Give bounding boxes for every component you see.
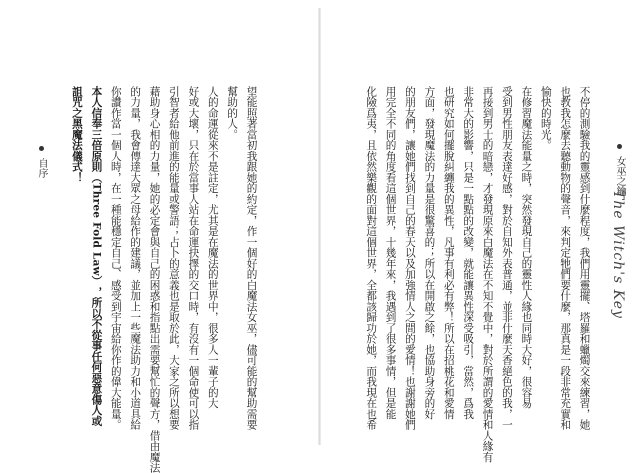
text-column: 也教我怎麼去聽動物的聲音，來判定牠們要什麼，那真是一段非常充實和 xyxy=(559,86,572,430)
text-column: 方面，發現魔法的力量是很驚喜的；所以在開啟之餘，也協助身旁的好 xyxy=(423,86,436,420)
text-column: 幫助的人。 xyxy=(226,86,239,140)
text-column: 也研究如何擺脫糾纏我的異性，凡事有利必有弊！所以在招桃花和愛情 xyxy=(442,86,455,420)
text-column: 受到男性朋友表達好感，對於自知外表普通，並非什麼天香絕色的我，一 xyxy=(500,86,513,430)
text-column: 的朋友們，讓她們找到自己的春天以及加強情人之間的愛情！也謝謝她們 xyxy=(403,86,416,430)
text-column: 藉助身心相的力量，她的必定會與自己的困惑和指點出需要幫忙的聲方，借由魔法 xyxy=(148,86,161,473)
running-head-left xyxy=(29,146,49,178)
text-column: 愉快的時光。 xyxy=(539,86,552,151)
text-column: 用完全不同的角度看這個世界，十幾年來，我遇到了很多事情，但是能 xyxy=(384,86,397,420)
text-column: 再接到男士的暗戀，才發現原來白魔法在不知不覺中，對於所謂的愛情和人緣有 xyxy=(481,86,494,463)
text-column: 不停的測驗我的靈感到什麼程度，我們用靈擺、塔羅和蠟燭交來練習，她 xyxy=(578,86,591,430)
text-column: 你讚作當一個人時，在一種能穩定自己、感受到宇宙給你作的偉大能量。 xyxy=(109,86,122,430)
right-page xyxy=(320,0,640,463)
bullet-icon xyxy=(39,146,44,151)
text-column: 詛咒之黑魔法儀式！ xyxy=(70,86,83,183)
text-column: 望能照著當初我跟她的約定，作一個好的白魔法女巫，儘可能的幫助需要 xyxy=(245,86,258,430)
text-column: 引智者給他前進的能量或警語；占卜的意義也是取於此，大家之所以想要 xyxy=(167,86,180,430)
bullet-icon xyxy=(617,144,622,149)
running-head-right xyxy=(607,144,627,196)
running-head-right-text: 女巫之鑰 xyxy=(614,156,625,197)
text-column: 好或大壞，只在於當事人站在命運抉擇的交口時，有沒有一個命使可以指 xyxy=(187,86,200,430)
text-column: 在修習魔法能量之時，突然發現自己的靈性人緣也同時大好，很容易 xyxy=(520,86,533,409)
running-head-left-text: 自序 xyxy=(36,158,47,179)
text-column: 本人信奉三倍原則（Three Fold Law），所以不從事任何惡意傷人或 xyxy=(90,86,103,427)
decorative-title: The Witch's Key xyxy=(610,190,626,319)
text-column: 化險爲夷，且依然樂觀的面對這個世界，全都該歸功於她，而我現在也希 xyxy=(365,86,378,430)
text-column: 人的命運從來不是註定，尤其是在魔法的世界中，很多人一輩子的大 xyxy=(206,86,219,409)
text-column: 非常大的影響，只是一點點的改變，就能讓異性深受吸引，當然，爲我 xyxy=(462,86,475,420)
text-column: 的力量，我會傳達大眾之母給作的建議，並加上一些魔法助力和小道具給 xyxy=(129,86,142,430)
